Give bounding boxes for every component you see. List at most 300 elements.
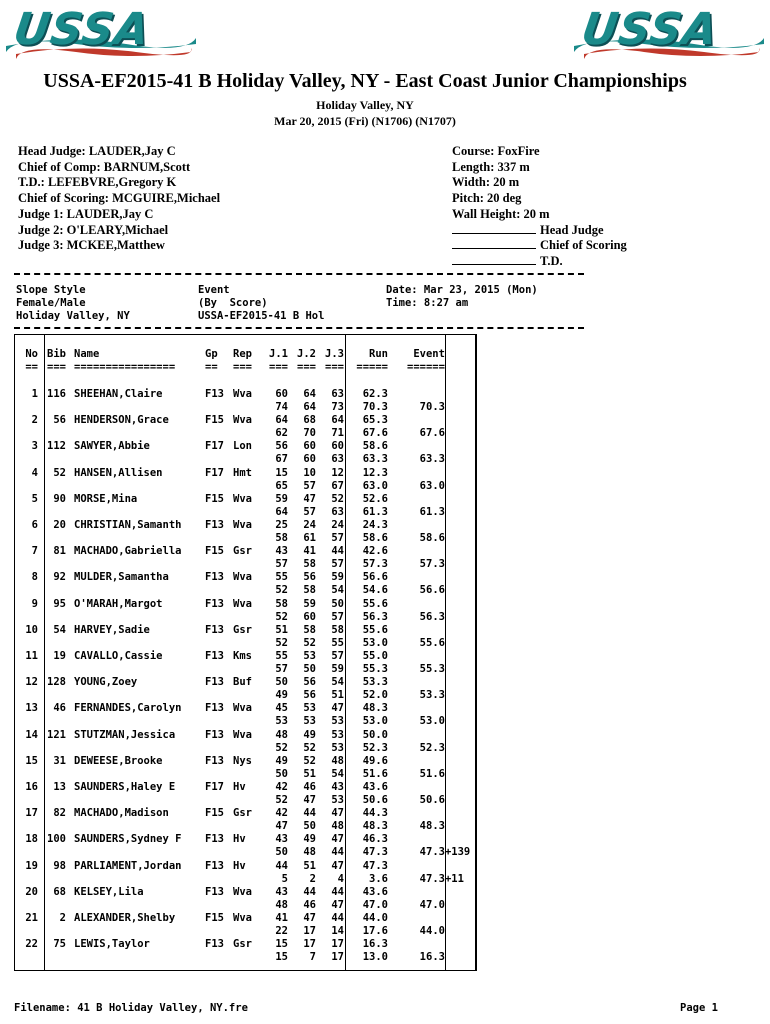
cell-run: 67.6 (362, 427, 388, 440)
cell-name: ALEXANDER,Shelby (74, 912, 176, 924)
cell-bib: === (47, 361, 66, 373)
cell-event: 47.3+139 (419, 846, 471, 859)
cell-j3: 53 (331, 715, 344, 728)
table-row (0, 820, 475, 833)
cell-rep: Wva (233, 571, 252, 584)
cell-gp: F13 (205, 754, 224, 767)
cell-bib: 68 (53, 885, 66, 898)
cell-run: 49.6 (362, 754, 388, 767)
cell-j3: 73 (331, 401, 344, 413)
table-row (0, 558, 475, 571)
cell-bib: 98 (53, 859, 66, 872)
cell-j1: === (269, 361, 288, 373)
cell-j1: 50 (275, 676, 288, 689)
cell-no: 20 (25, 885, 38, 898)
cell-j1: 15 (275, 466, 288, 479)
cell-gp: F15 (205, 807, 224, 820)
cell-rep: Wva (233, 702, 252, 715)
table-row (0, 768, 475, 781)
cell-bib: 31 (53, 754, 66, 767)
cell-event: 55.3 (419, 663, 445, 675)
table-row (0, 886, 475, 899)
cell-j2: 53 (303, 715, 316, 728)
cell-j3: 59 (331, 663, 344, 675)
cell-run: 52.3 (362, 741, 388, 754)
cell-j3: 67 (331, 479, 344, 492)
cell-no: 4 (31, 466, 38, 479)
cell-j2: 48 (303, 846, 316, 859)
cell-j1: 55 (275, 650, 288, 662)
cell-j1: 57 (275, 558, 288, 571)
cell-run: 56.3 (362, 610, 388, 623)
cell-run: 51.6 (362, 767, 388, 780)
table-row (0, 506, 475, 519)
official-line: Judge 1: LAUDER,Jay C (18, 206, 154, 221)
cell-run: 3.6 (369, 872, 388, 885)
cell-j2: 61 (303, 532, 316, 544)
cell-no: 14 (25, 728, 38, 741)
table-row (0, 951, 475, 964)
cell-j3: 53 (331, 728, 344, 741)
cell-j3: 57 (331, 610, 344, 623)
cell-no: 22 (25, 938, 38, 951)
cell-j2: 24 (303, 519, 316, 531)
cell-name: Name (74, 348, 100, 360)
cell-rep: Wva (233, 492, 252, 505)
cell-j2: 58 (303, 623, 316, 636)
cell-name: DEWEESE,Brooke (74, 754, 163, 767)
cell-gp: F13 (205, 388, 224, 400)
cell-j1: 45 (275, 702, 288, 715)
cell-j3: 43 (331, 781, 344, 793)
cell-run: 24.3 (362, 519, 388, 531)
cell-j2: 50 (303, 663, 316, 675)
cell-no: 10 (25, 623, 38, 636)
cell-j1: 58 (275, 532, 288, 544)
cell-run: 55.6 (362, 597, 388, 610)
cell-j3: 54 (331, 584, 344, 597)
cell-j3: 44 (331, 885, 344, 898)
event-info-left-2: Female/Male (16, 297, 86, 309)
table-header-underline (0, 361, 475, 374)
cell-j3: 47 (331, 898, 344, 911)
table-row (0, 545, 475, 558)
cell-gp: F13 (205, 571, 224, 584)
cell-run: 63.0 (362, 479, 388, 492)
cell-event: 16.3 (419, 951, 445, 964)
cell-j2: 60 (303, 610, 316, 623)
table-row (0, 427, 475, 440)
cell-j1: 52 (275, 636, 288, 649)
page-title: USSA-EF2015-41 B Holiday Valley, NY - East Coast Junior Championships (43, 70, 687, 92)
cell-j3: 63 (331, 453, 344, 466)
cell-bib: Bib (47, 348, 66, 360)
cell-bib: 75 (53, 938, 66, 951)
cell-bib: 81 (53, 545, 66, 558)
cell-rep: Hv (233, 859, 246, 872)
cell-j2: 46 (303, 898, 316, 911)
cell-event: 56.3 (419, 610, 445, 623)
cell-gp: F13 (205, 728, 224, 741)
cell-j2: 17 (303, 925, 316, 937)
cell-no: 11 (25, 650, 38, 662)
table-row (0, 453, 475, 466)
official-line: Chief of Comp: BARNUM,Scott (18, 159, 191, 174)
cell-bib: 112 (47, 440, 66, 453)
table-row (0, 663, 475, 676)
cell-event: ====== (407, 361, 445, 373)
cell-j1: 50 (275, 846, 288, 859)
cell-gp: F17 (205, 466, 224, 479)
cell-run: 13.0 (362, 951, 388, 964)
cell-j1: 53 (275, 715, 288, 728)
course-line: Length: 337 m (452, 159, 530, 174)
table-row (0, 729, 475, 742)
table-row (0, 440, 475, 453)
cell-name: MULDER,Samantha (74, 571, 169, 584)
cell-j1: 49 (275, 754, 288, 767)
table-row (0, 519, 475, 532)
cell-rep: Wva (233, 519, 252, 531)
cell-name: SHEEHAN,Claire (74, 388, 163, 400)
cell-j3: 44 (331, 545, 344, 558)
cell-no: 9 (31, 597, 38, 610)
table-row (0, 650, 475, 663)
cell-name: O'MARAH,Margot (74, 597, 163, 610)
cell-j1: 5 (281, 872, 288, 885)
cell-j3: 47 (331, 859, 344, 872)
cell-rep: Kms (233, 650, 252, 662)
cell-event: 44.0 (419, 925, 445, 937)
cell-j3: 17 (331, 951, 344, 964)
cell-rep: Wva (233, 414, 252, 427)
cell-no: 12 (25, 676, 38, 689)
course-line: Width: 20 m (452, 175, 520, 190)
table-row (0, 689, 475, 702)
cell-run: 53.3 (362, 676, 388, 689)
cell-j2: 56 (303, 571, 316, 584)
cell-bib: 46 (53, 702, 66, 715)
cell-j1: 43 (275, 885, 288, 898)
cell-gp: == (205, 361, 218, 373)
cell-run: 16.3 (362, 938, 388, 951)
cell-run: 52.6 (362, 492, 388, 505)
divider (14, 327, 584, 329)
cell-j3: 14 (331, 925, 344, 937)
cell-j2: 56 (303, 676, 316, 689)
cell-j3: 57 (331, 650, 344, 662)
cell-j1: 49 (275, 689, 288, 702)
event-date: Date: Mar 23, 2015 (Mon) (386, 284, 538, 296)
cell-run: 47.3 (362, 859, 388, 872)
cell-j2: 49 (303, 833, 316, 846)
table-row (0, 414, 475, 427)
cell-j1: 50 (275, 767, 288, 780)
table-row (0, 715, 475, 728)
cell-name: LEWIS,Taylor (74, 938, 150, 951)
cell-name: MACHADO,Gabriella (74, 545, 182, 558)
cell-rep: === (233, 361, 252, 373)
cell-j3: 54 (331, 676, 344, 689)
cell-j3: 17 (331, 938, 344, 951)
cell-j2: 2 (309, 872, 316, 885)
cell-bib: 52 (53, 466, 66, 479)
cell-j2: 58 (303, 558, 316, 571)
cell-j1: 22 (275, 925, 288, 937)
cell-no: 1 (31, 388, 38, 400)
cell-event: 61.3 (419, 505, 445, 518)
cell-j2: 44 (303, 885, 316, 898)
cell-j2: 50 (303, 820, 316, 833)
cell-run: 12.3 (362, 466, 388, 479)
cell-no: == (25, 361, 38, 373)
cell-j2: 47 (303, 492, 316, 505)
cell-run: 47.3 (362, 846, 388, 859)
cell-run: 63.3 (362, 453, 388, 466)
cell-rep: Rep (233, 348, 252, 360)
table-row (0, 873, 475, 886)
cell-j2: 64 (303, 388, 316, 400)
course-info (452, 144, 627, 270)
cell-name: STUTZMAN,Jessica (74, 728, 176, 741)
table-row (0, 912, 475, 925)
cell-j1: 65 (275, 479, 288, 492)
event-date-line: Mar 20, 2015 (Fri) (N1706) (N1707) (274, 114, 456, 128)
table-row (0, 624, 475, 637)
cell-run: 17.6 (362, 925, 388, 937)
cell-j1: 48 (275, 898, 288, 911)
cell-j1: 41 (275, 912, 288, 924)
cell-j1: 44 (275, 859, 288, 872)
event-time: Time: 8:27 am (386, 297, 469, 309)
ussa-logo-right: USSA (574, 4, 764, 62)
cell-j1: 52 (275, 610, 288, 623)
cell-run: 55.3 (362, 663, 388, 675)
cell-rep: Hv (233, 833, 246, 846)
table-row (0, 637, 475, 650)
table-row (0, 846, 475, 859)
cell-event: 47.0 (419, 898, 445, 911)
cell-name: CHRISTIAN,Samanth (74, 519, 182, 531)
table-row (0, 702, 475, 715)
table-row (0, 598, 475, 611)
table-row (0, 401, 475, 414)
cell-run: 44.3 (362, 807, 388, 820)
table-row (0, 742, 475, 755)
official-line: Judge 3: MCKEE,Matthew (18, 238, 165, 253)
cell-rep: Wva (233, 885, 252, 898)
signature-head-judge: Head Judge (452, 223, 627, 239)
cell-event: 63.3 (419, 453, 445, 466)
cell-j3: 4 (337, 872, 344, 885)
cell-rep: Wva (233, 728, 252, 741)
cell-gp: F15 (205, 545, 224, 558)
cell-j2: 46 (303, 781, 316, 793)
cell-rep: Wva (233, 388, 252, 400)
cell-j2: 10 (303, 466, 316, 479)
cell-event: Event (413, 348, 445, 360)
cell-j2: 68 (303, 414, 316, 427)
cell-rep: Gsr (233, 545, 252, 558)
table-row (0, 388, 475, 401)
footer-filename: Filename: 41 B Holiday Valley, NY.fre (14, 1002, 248, 1014)
cell-no: 13 (25, 702, 38, 715)
cell-j2: 60 (303, 440, 316, 453)
cell-run: 50.0 (362, 728, 388, 741)
cell-j2: 49 (303, 728, 316, 741)
table-row (0, 480, 475, 493)
table-row (0, 899, 475, 912)
cell-j2: 52 (303, 754, 316, 767)
cell-run: 54.6 (362, 584, 388, 597)
cell-bib: 19 (53, 650, 66, 662)
cell-gp: F13 (205, 676, 224, 689)
cell-j3: 58 (331, 623, 344, 636)
cell-j3: 50 (331, 597, 344, 610)
cell-j1: 64 (275, 414, 288, 427)
cell-bib: 128 (47, 676, 66, 689)
cell-run: 43.6 (362, 885, 388, 898)
cell-run: 48.3 (362, 702, 388, 715)
cell-j1: 43 (275, 833, 288, 846)
cell-gp: F17 (205, 781, 224, 793)
cell-name: ================ (74, 361, 176, 373)
cell-name: MACHADO,Madison (74, 807, 169, 820)
cell-run: 55.6 (362, 623, 388, 636)
cell-j3: 63 (331, 505, 344, 518)
cell-j2: 70 (303, 427, 316, 440)
cell-j3: 47 (331, 833, 344, 846)
signature-td: T.D. (452, 254, 627, 270)
cell-j2: 53 (303, 702, 316, 715)
cell-j2: 47 (303, 794, 316, 806)
cell-rep: Buf (233, 676, 252, 689)
table-row (0, 611, 475, 624)
cell-j1: 52 (275, 794, 288, 806)
table-row (0, 493, 475, 506)
cell-no: 15 (25, 754, 38, 767)
cell-bib: 100 (47, 833, 66, 846)
cell-event: 48.3 (419, 820, 445, 833)
cell-j3: 24 (331, 519, 344, 531)
course-line: Course: FoxFire (452, 144, 540, 158)
cell-name: YOUNG,Zoey (74, 676, 138, 689)
cell-gp: F13 (205, 650, 224, 662)
cell-run: 50.6 (362, 794, 388, 806)
event-location: Holiday Valley, NY (316, 98, 414, 112)
cell-j3: 12 (331, 466, 344, 479)
cell-j1: 25 (275, 519, 288, 531)
cell-name: HENDERSON,Grace (74, 414, 169, 427)
cell-j1: 60 (275, 388, 288, 400)
cell-run: 55.0 (362, 650, 388, 662)
cell-gp: F13 (205, 885, 224, 898)
cell-run: 61.3 (362, 505, 388, 518)
cell-gp: F13 (205, 938, 224, 951)
cell-j3: 59 (331, 571, 344, 584)
cell-j2: 60 (303, 453, 316, 466)
cell-no: 2 (31, 414, 38, 427)
cell-run: 56.6 (362, 571, 388, 584)
cell-j3: 47 (331, 702, 344, 715)
cell-event: 51.6 (419, 767, 445, 780)
cell-j2: === (297, 361, 316, 373)
official-line: Judge 2: O'LEARY,Michael (18, 222, 169, 237)
cell-j3: 53 (331, 741, 344, 754)
cell-j3: 48 (331, 754, 344, 767)
cell-name: SAUNDERS,Sydney F (74, 833, 182, 846)
cell-j2: J.2 (297, 348, 316, 360)
cell-j3: 57 (331, 558, 344, 571)
cell-j1: 74 (275, 401, 288, 413)
cell-run: 44.0 (362, 912, 388, 924)
cell-event: 55.6 (419, 636, 445, 649)
cell-name: HANSEN,Allisen (74, 466, 163, 479)
cell-j2: 41 (303, 545, 316, 558)
official-line: Chief of Scoring: MCGUIRE,Michael (18, 191, 221, 206)
cell-gp: F13 (205, 597, 224, 610)
cell-rep: Gsr (233, 623, 252, 636)
event-info-mid-3: USSA-EF2015-41 B Hol (198, 310, 325, 322)
cell-no: 5 (31, 492, 38, 505)
cell-name: SAUNDERS,Haley E (74, 781, 176, 793)
cell-no: 17 (25, 807, 38, 820)
cell-bib: 92 (53, 571, 66, 584)
event-info-left-1: Slope Style (16, 284, 86, 296)
signature-chief-scoring: Chief of Scoring (452, 238, 627, 254)
cell-run: 48.3 (362, 820, 388, 833)
cell-j2: 57 (303, 479, 316, 492)
cell-event: 50.6 (419, 794, 445, 806)
cell-rep: Gsr (233, 807, 252, 820)
cell-no: 18 (25, 833, 38, 846)
cell-name: PARLIAMENT,Jordan (74, 859, 182, 872)
table-row (0, 833, 475, 846)
cell-event: 57.3 (419, 558, 445, 571)
cell-j2: 52 (303, 636, 316, 649)
cell-name: FERNANDES,Carolyn (74, 702, 182, 715)
cell-j3: J.3 (325, 348, 344, 360)
cell-run: 70.3 (362, 401, 388, 413)
cell-run: 58.6 (362, 440, 388, 453)
cell-gp: F17 (205, 440, 224, 453)
cell-event: 52.3 (419, 741, 445, 754)
cell-name: KELSEY,Lila (74, 885, 144, 898)
cell-no: 6 (31, 519, 38, 531)
table-row (0, 781, 475, 794)
cell-bib: 13 (53, 781, 66, 793)
table-row (0, 676, 475, 689)
cell-j3: 51 (331, 689, 344, 702)
cell-bib: 82 (53, 807, 66, 820)
cell-j3: 64 (331, 414, 344, 427)
cell-j1: 15 (275, 938, 288, 951)
table-row (0, 584, 475, 597)
cell-event: 47.3+11 (419, 872, 464, 885)
cell-j1: 59 (275, 492, 288, 505)
event-info-mid-1: Event (198, 284, 230, 296)
cell-event: 67.6 (419, 427, 445, 440)
cell-bib: 121 (47, 728, 66, 741)
cell-gp: F13 (205, 833, 224, 846)
cell-j1: 56 (275, 440, 288, 453)
cell-bib: 90 (53, 492, 66, 505)
cell-j3: 53 (331, 794, 344, 806)
cell-no: No (25, 348, 38, 360)
cell-rep: Wva (233, 597, 252, 610)
cell-no: 8 (31, 571, 38, 584)
official-line: T.D.: LEFEBVRE,Gregory K (18, 175, 177, 190)
